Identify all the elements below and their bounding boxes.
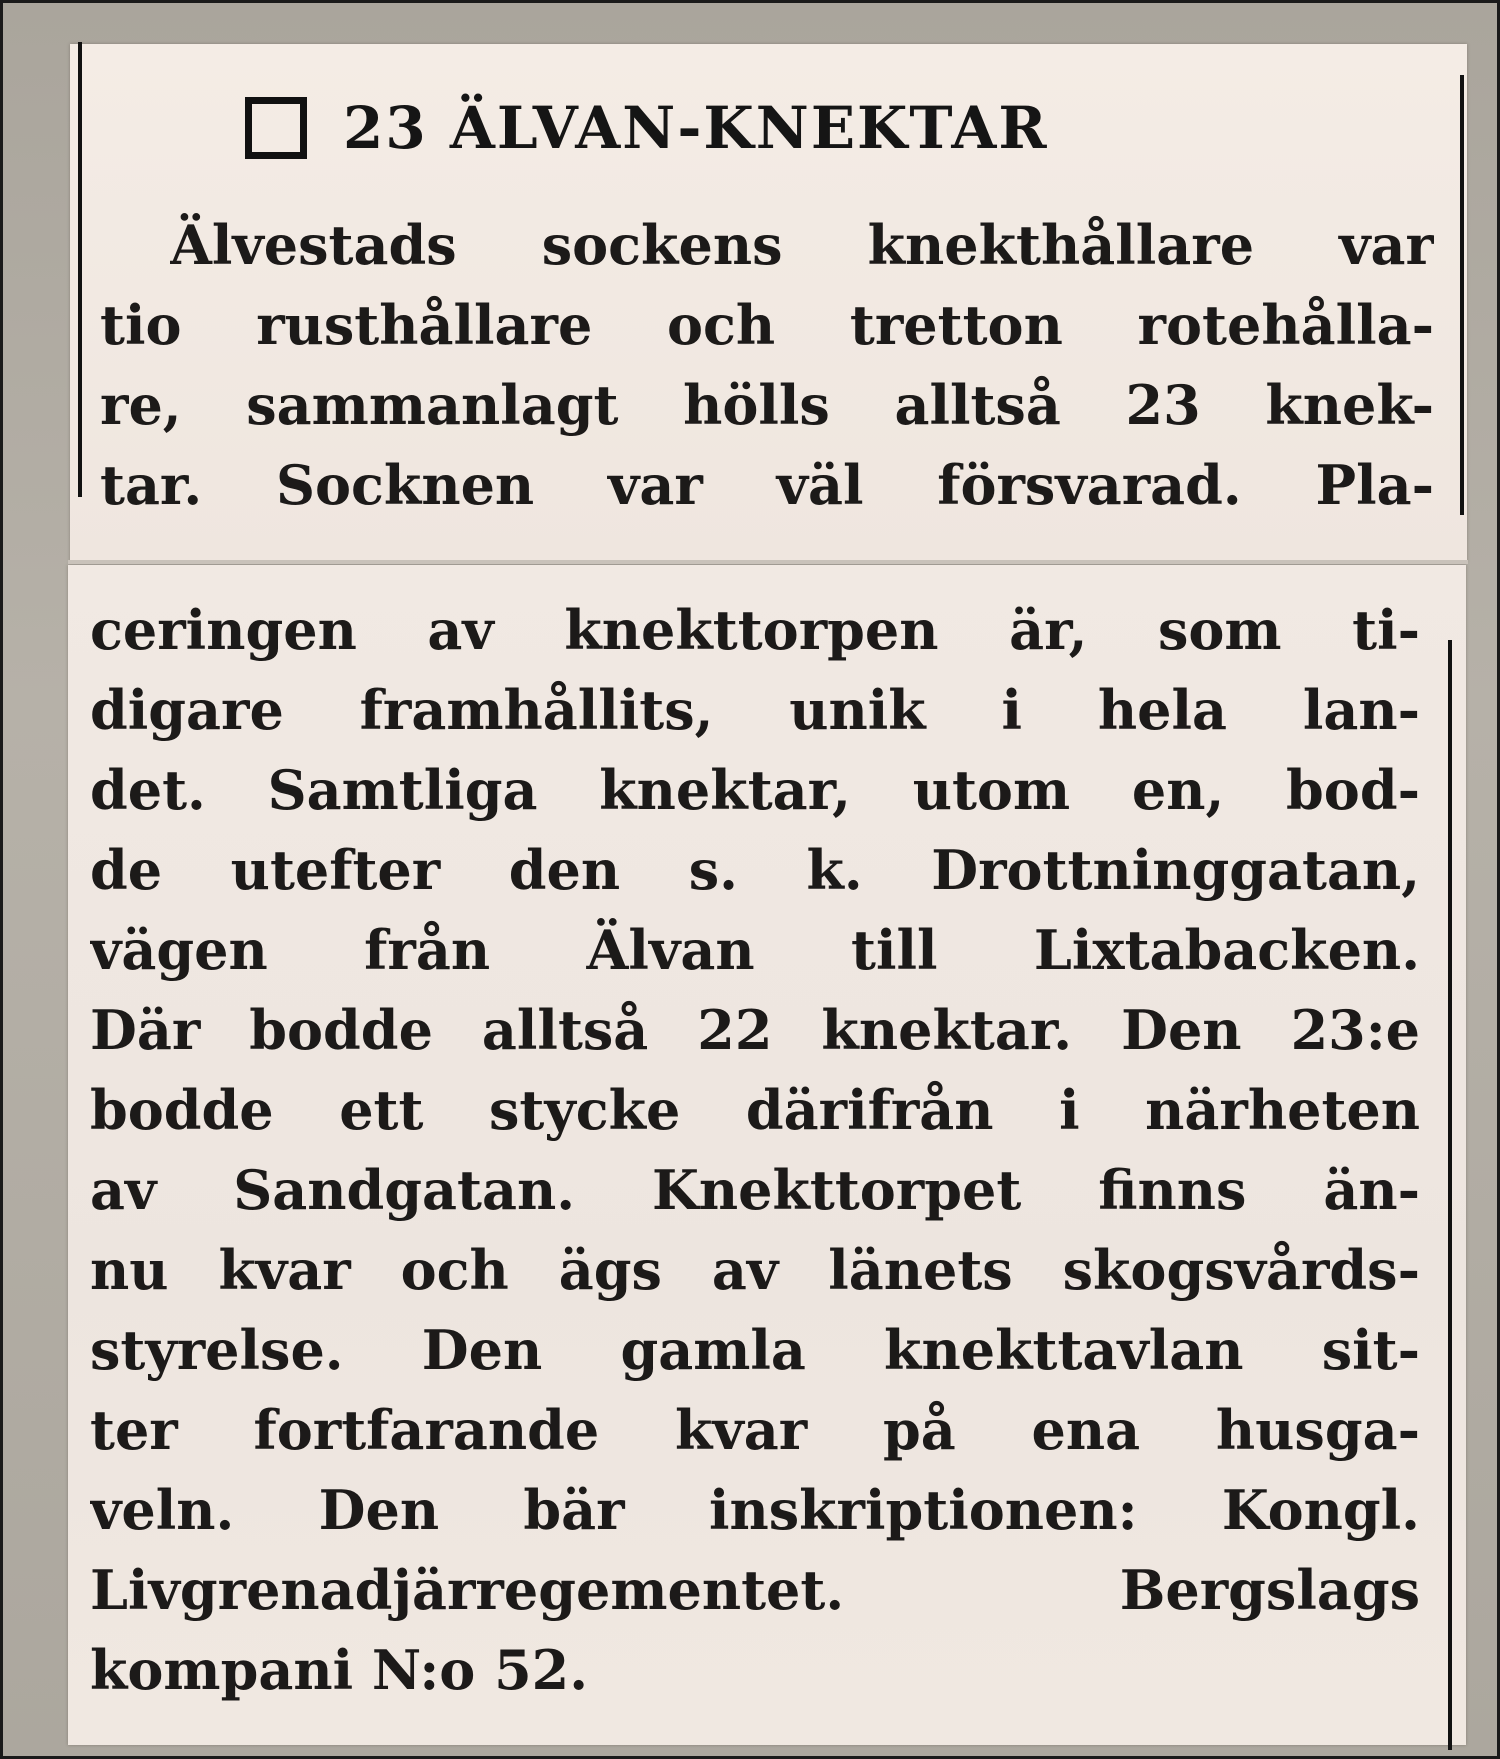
text-line: Där bodde alltså 22 knektar. Den 23:e [90,998,1420,1062]
clipping-seam [68,560,1468,564]
article-headline [245,92,1049,164]
text-line: Älvestads sockens knekthållare var [170,213,1434,277]
text-line: digare framhållits, unik i hela lan- [90,678,1420,742]
text-line: kompani N:o 52. [90,1638,589,1702]
text-line: re, sammanlagt hölls alltså 23 knek- [100,373,1434,437]
text-line: tar. Socknen var väl försvarad. Pla- [100,453,1434,517]
text-line: styrelse. Den gamla knekttavlan sit- [90,1318,1420,1382]
text-line: av Sandgatan. Knekttorpet finns än- [90,1158,1420,1222]
text-line: det. Samtliga knektar, utom en, bod- [90,758,1420,822]
text-line: tio rusthållare och tretton rotehålla- [100,293,1434,357]
text-line: Livgrenadjärregementet. Bergslags [90,1558,1420,1622]
headline-text: 23 ÄLVAN-KNEKTAR [343,94,1049,162]
column-rule-left [78,42,82,497]
column-rule-right-bottom [1448,640,1452,1750]
square-bullet-icon [245,97,307,159]
column-rule-right-top [1460,75,1464,515]
text-line: bodde ett stycke därifrån i närheten [90,1078,1420,1142]
text-line: veln. Den bär inskriptionen: Kongl. [90,1478,1420,1542]
text-line: vägen från Älvan till Lixtabacken. [90,918,1420,982]
text-line: ceringen av knekttorpen är, som ti- [90,598,1420,662]
text-line: de utefter den s. k. Drottninggatan, [90,838,1420,902]
text-line: ter fortfarande kvar på ena husga- [90,1398,1420,1462]
text-line: nu kvar och ägs av länets skogsvårds- [90,1238,1420,1302]
